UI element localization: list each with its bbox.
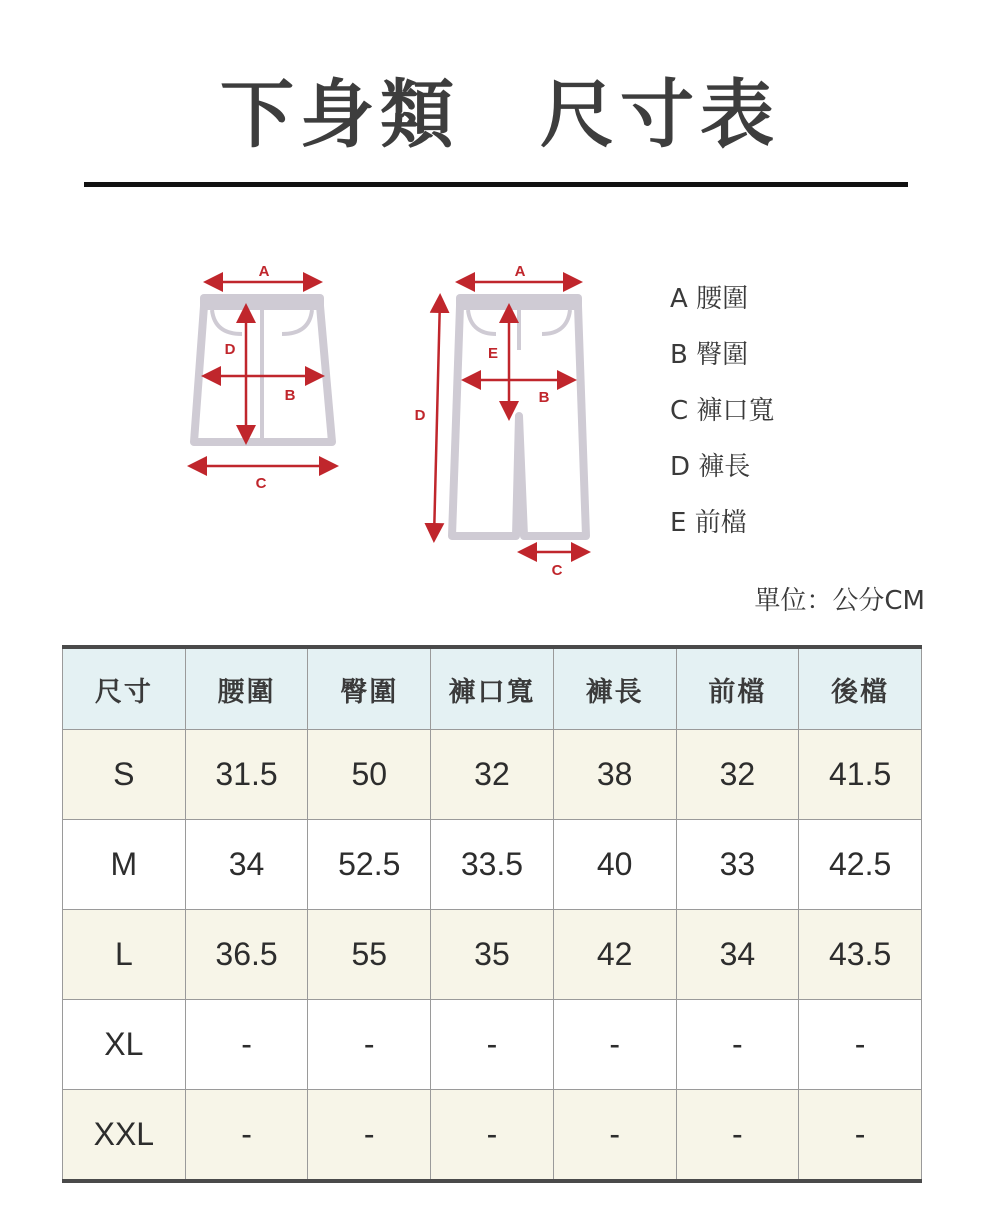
header-size: 尺寸 xyxy=(63,647,186,730)
unit-note: 單位：公分CM xyxy=(754,586,925,616)
table-cell: - xyxy=(308,1000,431,1090)
shorts-illustration xyxy=(194,298,332,442)
shorts-label-d: D xyxy=(224,341,236,358)
table-cell: 33.5 xyxy=(431,820,554,910)
table-cell: - xyxy=(676,1090,799,1182)
table-row xyxy=(63,730,922,820)
table-cell: S xyxy=(63,730,186,820)
table-cell: 41.5 xyxy=(799,730,922,820)
header-leg-opening: 褲口寬 xyxy=(431,647,554,730)
table-cell: 34 xyxy=(185,820,308,910)
table-cell: 34 xyxy=(676,910,799,1000)
header-length: 褲長 xyxy=(553,647,676,730)
long-pants-illustration xyxy=(452,298,586,536)
shorts-label-b: B xyxy=(284,387,296,404)
header-hip: 臀圍 xyxy=(308,647,431,730)
table-cell: 31.5 xyxy=(185,730,308,820)
legend-item-c: C 褲口寬 xyxy=(670,396,775,426)
table-cell: XXL xyxy=(63,1090,186,1182)
shorts-label-a: A xyxy=(258,263,270,280)
legend-item-a: A 腰圍 xyxy=(670,284,749,314)
pants-arrow-d xyxy=(434,298,440,538)
table-cell: - xyxy=(308,1090,431,1182)
table-cell: 32 xyxy=(676,730,799,820)
table-cell: L xyxy=(63,910,186,1000)
table-cell: 42.5 xyxy=(799,820,922,910)
table-cell: 36.5 xyxy=(185,910,308,1000)
pants-label-b: B xyxy=(538,389,550,406)
pants-label-a: A xyxy=(514,263,526,280)
table-header-row xyxy=(63,647,922,730)
table-cell: 35 xyxy=(431,910,554,1000)
table-row xyxy=(63,910,922,1000)
table-cell: - xyxy=(553,1000,676,1090)
table-cell: 55 xyxy=(308,910,431,1000)
page-title: 下身類 尺寸表 xyxy=(220,72,780,158)
table-cell: - xyxy=(676,1000,799,1090)
pants-label-e: E xyxy=(487,345,499,362)
table-row xyxy=(63,820,922,910)
table-cell: - xyxy=(185,1090,308,1182)
table-cell: - xyxy=(553,1090,676,1182)
measurement-legend xyxy=(670,282,774,562)
table-cell: 42 xyxy=(553,910,676,1000)
legend-item-d: D 褲長 xyxy=(670,452,751,482)
legend-item-b: B 臀圍 xyxy=(670,340,749,370)
table-cell: XL xyxy=(63,1000,186,1090)
table-cell: 43.5 xyxy=(799,910,922,1000)
table-cell: 52.5 xyxy=(308,820,431,910)
table-cell: - xyxy=(431,1090,554,1182)
table-cell: - xyxy=(799,1000,922,1090)
table-cell: 40 xyxy=(553,820,676,910)
table-cell: 33 xyxy=(676,820,799,910)
table-cell: - xyxy=(431,1000,554,1090)
size-table xyxy=(62,645,922,1183)
table-cell: M xyxy=(63,820,186,910)
header-front-rise: 前檔 xyxy=(676,647,799,730)
pants-label-c: C xyxy=(551,562,563,579)
header-waist: 腰圍 xyxy=(185,647,308,730)
header-back-rise: 後檔 xyxy=(799,647,922,730)
table-row xyxy=(63,1090,922,1182)
table-row xyxy=(63,1000,922,1090)
table-cell: 50 xyxy=(308,730,431,820)
table-cell: 32 xyxy=(431,730,554,820)
table-cell: - xyxy=(185,1000,308,1090)
title-divider xyxy=(84,182,908,187)
pants-measurement-diagram xyxy=(184,230,604,590)
pants-label-d: D xyxy=(414,407,426,424)
legend-item-e: E 前檔 xyxy=(670,508,747,538)
shorts-label-c: C xyxy=(255,475,267,492)
table-cell: - xyxy=(799,1090,922,1182)
table-cell: 38 xyxy=(553,730,676,820)
